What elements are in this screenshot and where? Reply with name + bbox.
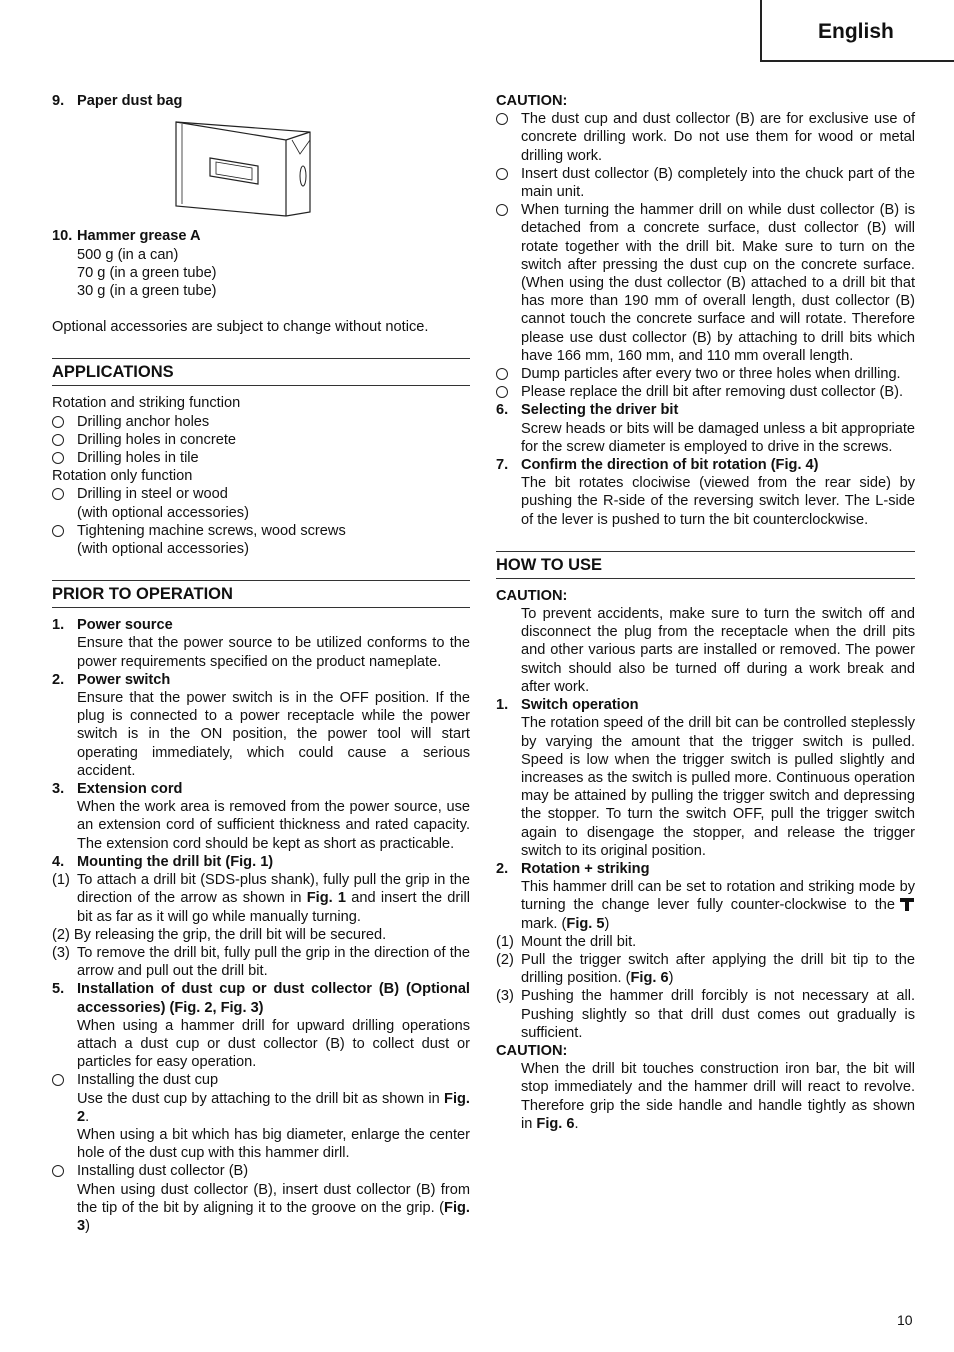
language-label: English bbox=[818, 20, 894, 43]
use-step-3: (3) Pushing the hammer drill forcibly is not necessary at all. Pushing slightly so that drill dust comes out gradually is sufficient. bbox=[496, 988, 915, 1041]
dust-cup-text-2: When using a bit which has big diameter, enlarge the center hole of the dust cup with this hammer dirll. bbox=[77, 1126, 470, 1162]
hammer-icon bbox=[899, 896, 915, 912]
rotation-striking-title: 2. Rotation + striking bbox=[496, 860, 650, 877]
left-column bbox=[52, 92, 470, 1235]
list-item: Installing dust collector (B) bbox=[52, 1162, 470, 1180]
caution-item: Dump particles after every two or three holes when drilling. bbox=[496, 365, 915, 383]
right-column bbox=[496, 92, 915, 1133]
power-switch-text: Ensure that the power switch is in the OFF position. If the plug is connected to a power receptacle while the power switch is in the ON position, the power tool will start operating immediately, which could cause a serious accident. bbox=[77, 690, 470, 779]
prior-to-operation-heading: PRIOR TO OPERATION bbox=[52, 580, 470, 608]
item-9: 9. Paper dust bag bbox=[52, 93, 183, 109]
caution-item: The dust cup and dust collector (B) are for exclusive use of concrete drilling work. Do not use them for wood or metal drilling work. bbox=[496, 110, 915, 165]
caution-text-2: When the drill bit touches construction iron bar, the bit will stop immediately and the hammer drill will react to revolve. Therefore grip the side handle and handle tightly as shown in Fig. 6. bbox=[521, 1061, 915, 1132]
bit-rotation-title: 7. Confirm the direction of bit rotation (Fig. 4) bbox=[496, 457, 819, 474]
use-step-2: (2) Pull the trigger switch after applying the drill bit tip to the drilling position. (Fig. 6) bbox=[496, 951, 915, 987]
mounting-step-2: (2) By releasing the grip, the drill bit will be secured. bbox=[52, 926, 387, 943]
grease-line: 30 g (in a green tube) bbox=[77, 283, 217, 300]
list-item: Drilling holes in tile bbox=[52, 449, 470, 467]
switch-operation-text: The rotation speed of the drill bit can be controlled steplessly by varying the amount that the trigger switch is pulled. Speed is low when the trigger switch is pulled slightly and increases as the switch is pulled more. Continuous operation may be attained by pulling the trigger switch and depressing the stopper. To turn the switch OFF, pull the trigger switch again to disengage the stopper, and release the trigger switch to its original position. bbox=[521, 715, 915, 859]
how-to-use-heading: HOW TO USE bbox=[496, 551, 915, 579]
driver-bit-title: 6. Selecting the driver bit bbox=[496, 402, 679, 419]
list-item: Tightening machine screws, wood screws bbox=[52, 522, 470, 540]
list-item: Drilling anchor holes bbox=[52, 413, 470, 431]
item-10: 10. Hammer grease A bbox=[52, 228, 201, 245]
caution-label: CAUTION: bbox=[496, 93, 568, 109]
dust-cup-installation-text: When using a hammer drill for upward drilling operations attach a dust cup or dust collector (B) to collect dust or particles for easy operation. bbox=[77, 1017, 470, 1071]
caution-label: CAUTION: bbox=[496, 1042, 568, 1059]
grease-line: 500 g (in a can) bbox=[77, 246, 179, 263]
applications-heading: APPLICATIONS bbox=[52, 358, 470, 386]
item-10-title: Hammer grease A bbox=[77, 228, 201, 245]
power-source-text: Ensure that the power source to be utilized conforms to the power requirements specified on the product nameplate. bbox=[77, 635, 470, 670]
caution-item: Insert dust collector (B) completely into the chuck part of the main unit. bbox=[496, 165, 915, 201]
list-item: Installing the dust cup bbox=[52, 1071, 470, 1089]
rotation-only-label: Rotation only function bbox=[52, 468, 193, 485]
mounting-step-1: (1) To attach a drill bit (SDS-plus shank), fully pull the grip in the direction of the arrow as shown in Fig. 1 and insert the drill bit as far as it will go while manually turning. bbox=[52, 872, 471, 925]
list-item-sub: (with optional accessories) bbox=[77, 541, 249, 558]
caution-text: To prevent accidents, make sure to turn the switch off and disconnect the plug from the receptacle when the drill pits and other various parts are installed or removed. The power switch should also be turned off during a work break and after work. bbox=[521, 606, 915, 695]
rotation-striking-label: Rotation and striking function bbox=[52, 395, 241, 412]
list-item: Drilling holes in concrete bbox=[52, 431, 470, 449]
power-source-title: 1. Power source bbox=[52, 617, 173, 634]
extension-cord-text: When the work area is removed from the power source, use an extension cord of sufficient thickness and rated capacity. The extension cord should be kept as short as practicable. bbox=[77, 799, 470, 852]
driver-bit-text: Screw heads or bits will be damaged unless a bit appropriate for the screw diameter is employed to drive in the screws. bbox=[521, 420, 915, 455]
dust-collector-text: When using dust collector (B), insert dust collector (B) from the tip of the bit by aligning it to the groove on the grip. (Fig. 3) bbox=[77, 1181, 470, 1234]
optional-note: Optional accessories are subject to change without notice. bbox=[52, 319, 429, 336]
power-switch-title: 2. Power switch bbox=[52, 671, 171, 688]
mounting-step-3: (3) To remove the drill bit, fully pull the grip in the direction of the arrow and pull out the drill bit. bbox=[52, 944, 470, 980]
item-9-title: Paper dust bag bbox=[77, 93, 183, 109]
page-number: 10 bbox=[897, 1312, 913, 1328]
dust-cup-text: Use the dust cup by attaching to the drill bit as shown in Fig. 2. bbox=[77, 1090, 470, 1125]
language-tab bbox=[760, 0, 954, 62]
switch-operation-title: 1. Switch operation bbox=[496, 697, 639, 714]
caution-label: CAUTION: bbox=[496, 587, 568, 604]
extension-cord-title: 3. Extension cord bbox=[52, 781, 183, 798]
rotation-striking-text: This hammer drill can be set to rotation and striking mode by turning the change lever fully counter-clockwise to the mark. (Fig. 5) bbox=[521, 879, 915, 932]
dust-cup-installation-title: 5. Installation of dust cup or dust collector (B) (Optional accessories) (Fig. 2, Fig. 3) bbox=[52, 981, 470, 1016]
paper-dust-bag-illustration bbox=[174, 120, 470, 223]
caution-item: Please replace the drill bit after removing dust collector (B). bbox=[496, 383, 915, 401]
list-item-sub: (with optional accessories) bbox=[77, 504, 249, 521]
caution-item: When turning the hammer drill on while dust collector (B) is detached from a concrete surface, dust collector (B) will rotate together with the drill bit. Make sure to turn on the switch after pressing the dust cup on the concrete surface. (When using the dust collector (B) attached to a drill bit that has more than 190 mm of overall length, dust collector (B) cannot touch the concrete surface and will rotate. Therefore please use dust collector (B) by attaching to drill bits which have 166 mm, 160 mm, and 110 mm overall length. bbox=[496, 201, 915, 365]
use-step-1: (1) Mount the drill bit. bbox=[496, 933, 637, 950]
list-item: Drilling in steel or wood bbox=[52, 485, 470, 503]
grease-line: 70 g (in a green tube) bbox=[77, 264, 217, 281]
bit-rotation-text: The bit rotates clociwise (viewed from the rear side) by pushing the R-side of the reversing switch lever. The L-side of the lever is pushed to turn the bit counterclockwise. bbox=[521, 475, 915, 528]
mounting-drill-bit-title: 4. Mounting the drill bit (Fig. 1) bbox=[52, 853, 274, 870]
